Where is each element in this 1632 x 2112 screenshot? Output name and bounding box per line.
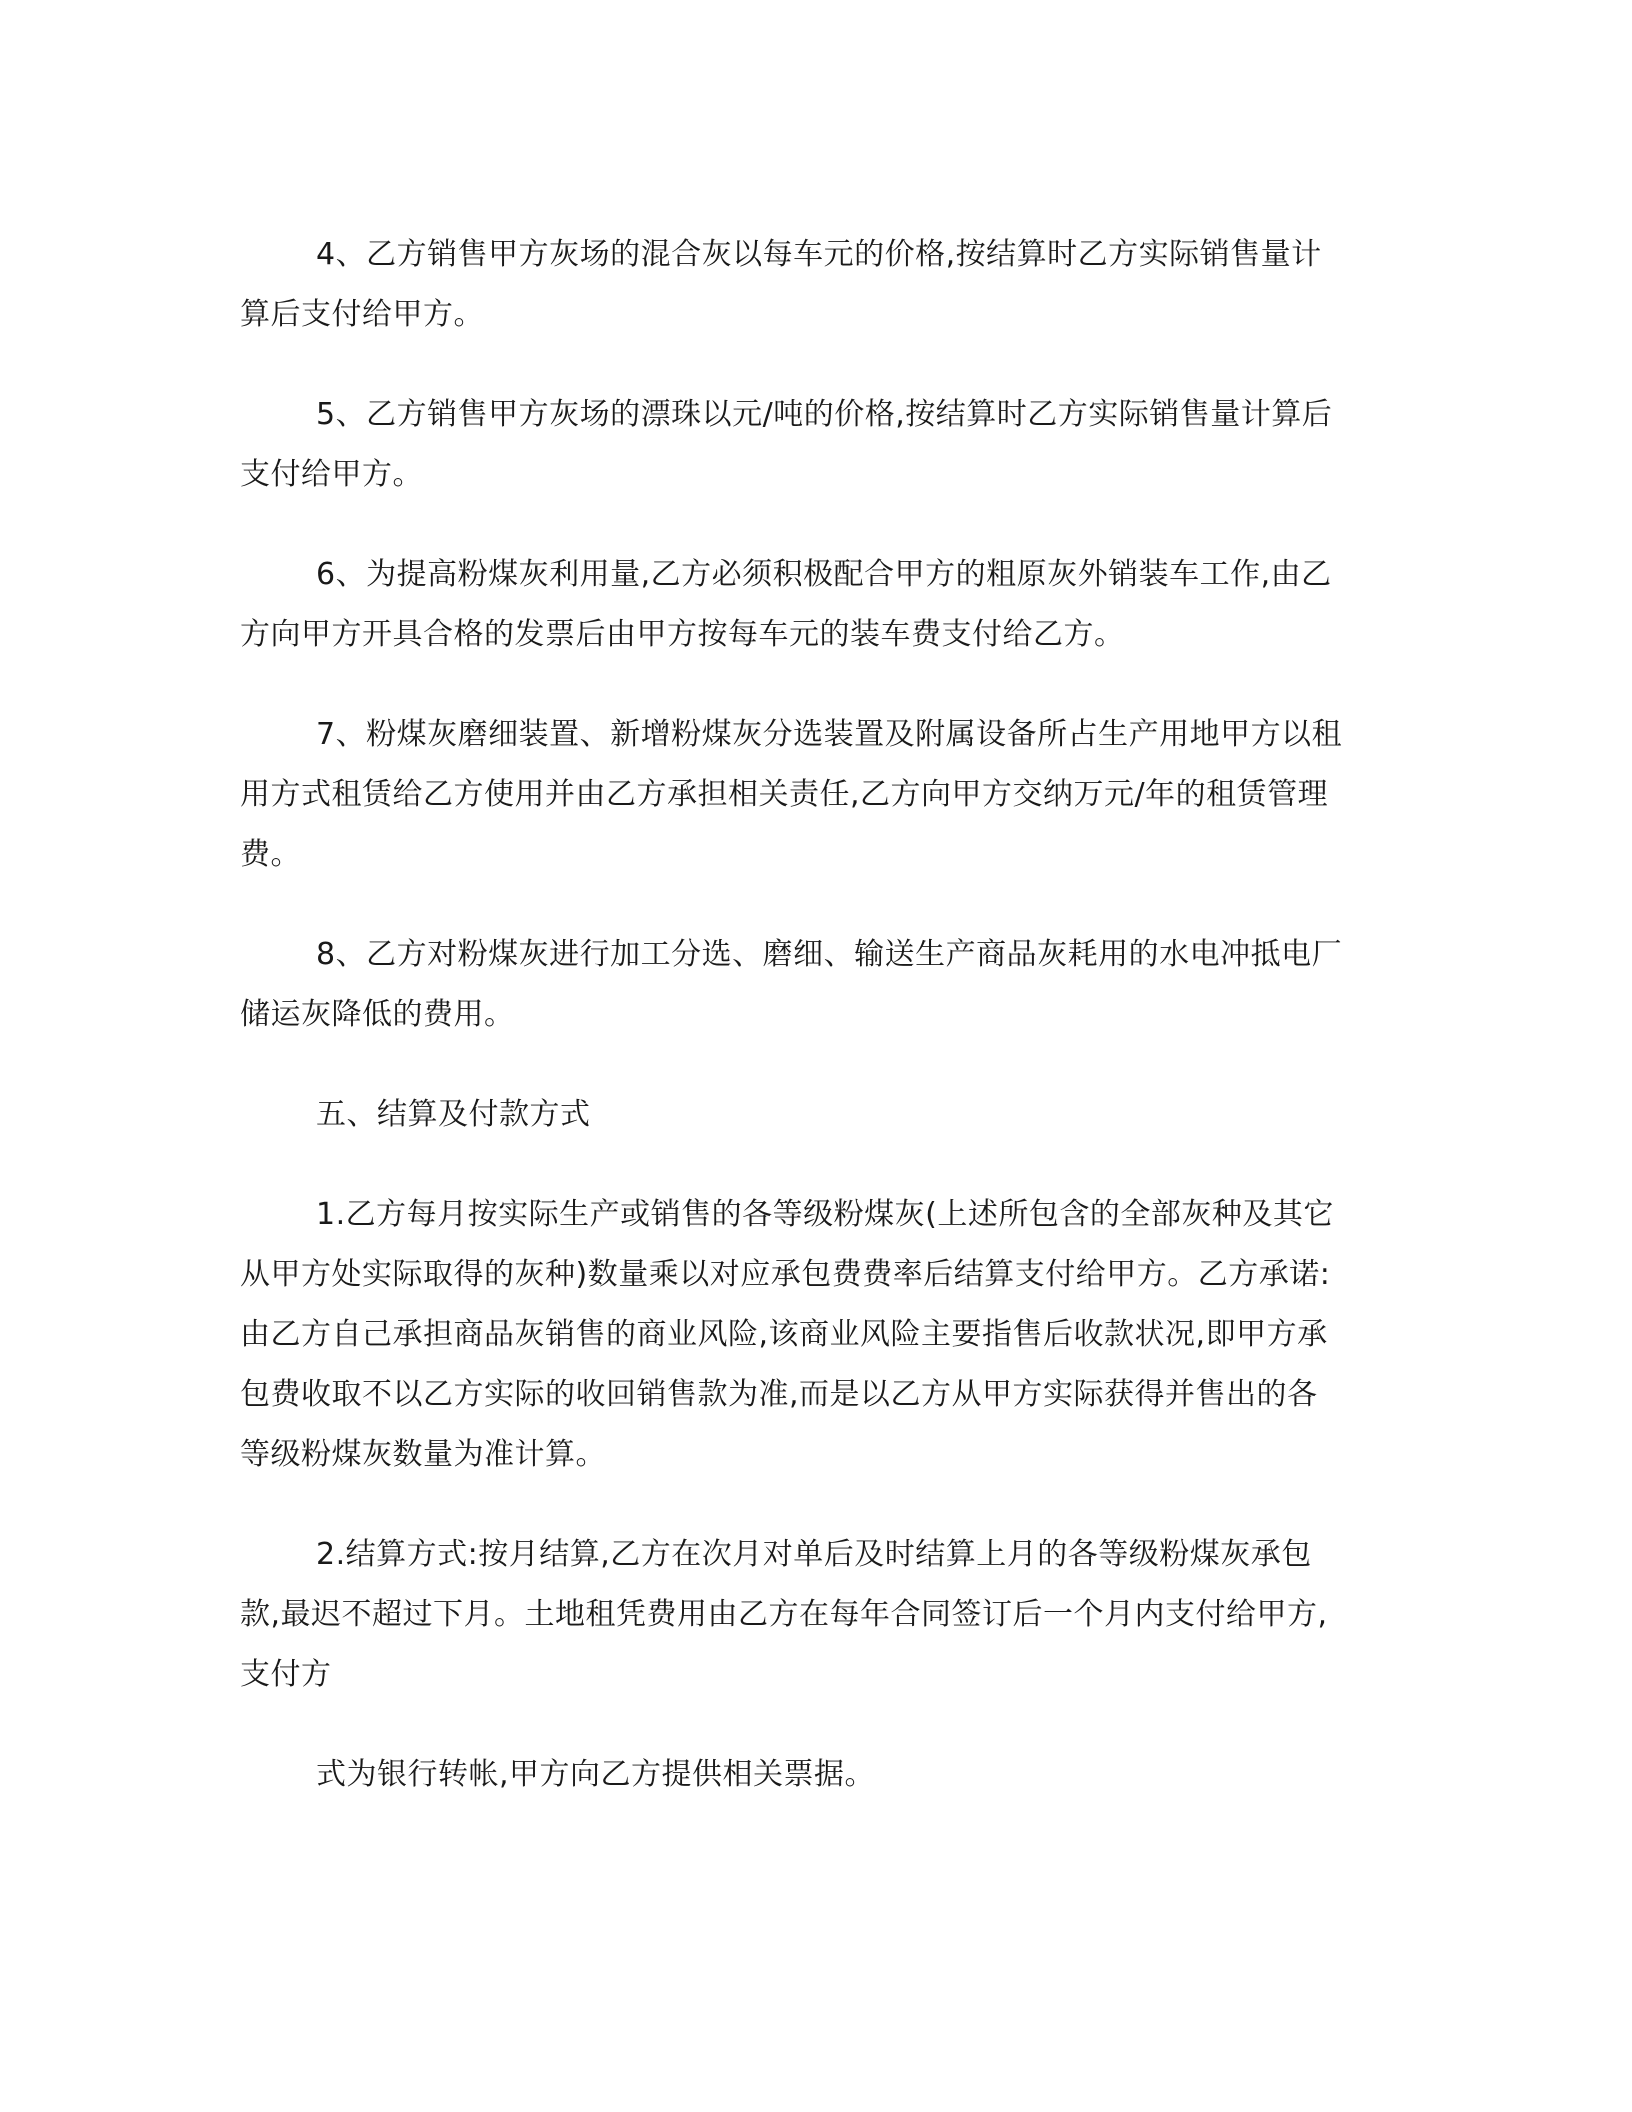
settlement-1-line-1: 1.乙方每月按实际生产或销售的各等级粉煤灰(上述所包含的全部灰种及其它: [316, 1197, 1334, 1232]
clause-5-line-1: 5、乙方销售甲方灰场的漂珠以元/吨的价格,按结算时乙方实际销售量计算后: [316, 397, 1333, 432]
clause-7-line-1: 7、粉煤灰磨细装置、新增粉煤灰分选装置及附属设备所占生产用地甲方以租: [316, 717, 1343, 752]
settlement-1-line-4: 包费收取不以乙方实际的收回销售款为准,而是以乙方从甲方实际获得并售出的各: [240, 1377, 1318, 1412]
clause-4-line-1: 4、乙方销售甲方灰场的混合灰以每车元的价格,按结算时乙方实际销售量计: [316, 237, 1322, 272]
clause-4-line-2: 算后支付给甲方。: [240, 297, 484, 332]
settlement-1-line-5: 等级粉煤灰数量为准计算。: [240, 1437, 606, 1472]
clause-6-line-2: 方向甲方开具合格的发票后由甲方按每车元的装车费支付给乙方。: [240, 617, 1125, 652]
settlement-2-line-2: 款,最迟不超过下月。土地租凭费用由乙方在每年合同签订后一个月内支付给甲方,: [240, 1597, 1328, 1632]
settlement-1-line-3: 由乙方自己承担商品灰销售的商业风险,该商业风险主要指售后收款状况,即甲方承: [240, 1317, 1328, 1352]
settlement-2-line-3: 支付方: [240, 1657, 332, 1692]
settlement-tail-line: 式为银行转帐,甲方向乙方提供相关票据。: [316, 1757, 876, 1792]
settlement-2-line-1: 2.结算方式:按月结算,乙方在次月对单后及时结算上月的各等级粉煤灰承包: [316, 1537, 1312, 1572]
clause-8-line-2: 储运灰降低的费用。: [240, 997, 515, 1032]
clause-8-line-1: 8、乙方对粉煤灰进行加工分选、磨细、输送生产商品灰耗用的水电冲抵电厂: [316, 937, 1343, 972]
settlement-1-line-2: 从甲方处实际取得的灰种)数量乘以对应承包费费率后结算支付给甲方。乙方承诺:: [240, 1257, 1331, 1292]
clause-7-line-2: 用方式租赁给乙方使用并由乙方承担相关责任,乙方向甲方交纳万元/年的租赁管理: [240, 777, 1329, 812]
clause-6-line-1: 6、为提高粉煤灰利用量,乙方必须积极配合甲方的粗原灰外销装车工作,由乙: [316, 557, 1332, 592]
clause-7-line-3: 费。: [240, 837, 301, 872]
clause-5-line-2: 支付给甲方。: [240, 457, 423, 492]
section-heading: 五、结算及付款方式: [316, 1097, 591, 1132]
